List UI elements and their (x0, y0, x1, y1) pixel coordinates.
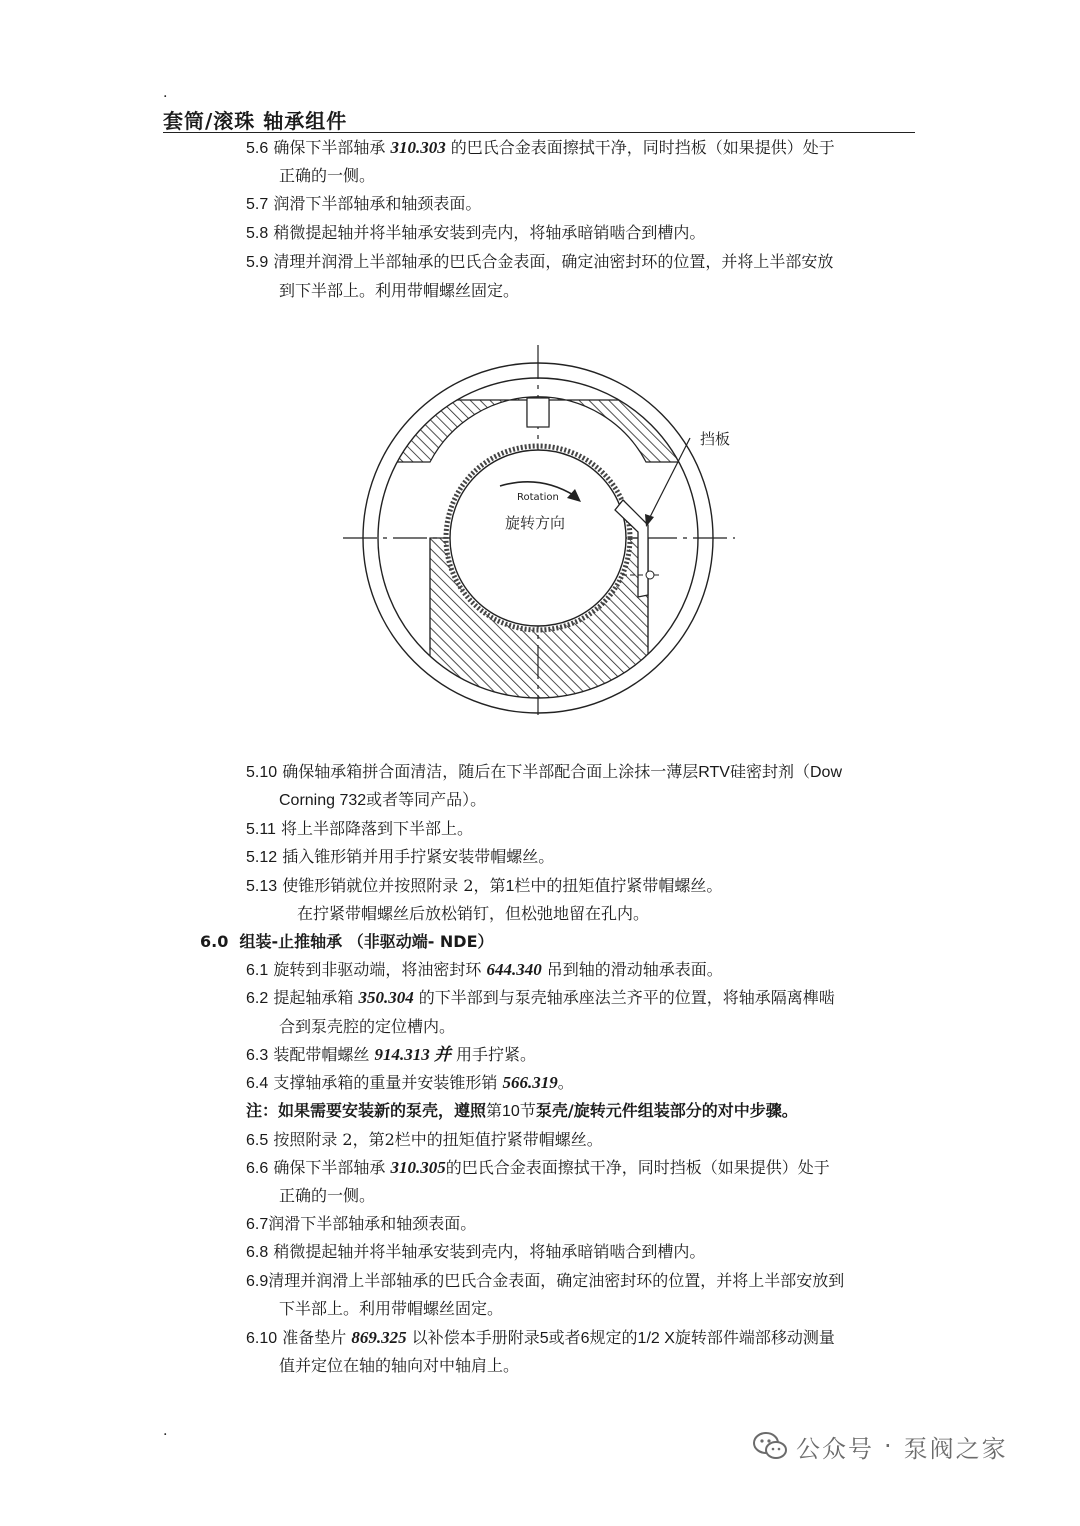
baffle-leader-arrowhead (645, 514, 654, 527)
wechat-icon (752, 1431, 788, 1461)
step-6-5: 6.5 按照附录 2，第2栏中的扭矩值拧紧带帽螺丝。 (246, 1130, 603, 1149)
step-6-8: 6.8 稍微提起轴并将半轴承安装到壳内，将轴承暗销啮合到槽内。 (246, 1242, 706, 1261)
watermark-separator: · (884, 1432, 894, 1460)
step-5-8: 5.8 稍微提起轴并将半轴承安装到壳内，将轴承暗销啮合到槽内。 (246, 223, 706, 242)
shaft-circle (450, 450, 626, 626)
bearing-figure (330, 335, 750, 725)
step-6-10-cont: 值并定位在轴的轴向对中轴肩上。 (279, 1356, 520, 1375)
step-5-6: 5.6 确保下半部轴承 310.303 的巴氏合金表面擦拭干净，同时挡板（如果提供）处于 (246, 138, 835, 157)
step-5-13-cont: 在拧紧带帽螺丝后放松销钉，但松弛地留在孔内。 (297, 904, 650, 923)
step-5-12: 5.12 插入锥形销并用手拧紧安装带帽螺丝。 (246, 847, 555, 866)
step-5-10: 5.10 确保轴承箱拼合面清洁，随后在下半部配合面上涂抹一薄层RTV硅密封剂（Dow (246, 762, 842, 781)
step-6-4: 6.4 支撑轴承箱的重量并安装锥形销 566.319。 (246, 1073, 574, 1092)
step-6-10: 6.10 准备垫片 869.325 以补偿本手册附录5或者6规定的1/2 X旋转部件端部移动测量 (246, 1328, 835, 1347)
baffle-label: 挡板 (700, 430, 731, 448)
step-6-9-cont: 下半部上。利用带帽螺丝固定。 (279, 1299, 504, 1318)
step-5-10-cont: Corning 732或者等同产品）。 (279, 790, 487, 809)
page-mark-top: . (163, 85, 168, 101)
note-line: 注：如果需要安装新的泵壳，遵照第10节泵壳/旋转元件组装部分的对中步骤。 (246, 1101, 798, 1120)
step-5-9: 5.9 清理并润滑上半部轴承的巴氏合金表面，确定油密封环的位置，并将上半部安放 (246, 252, 834, 271)
rotation-label-cn: 旋转方向 (505, 514, 566, 532)
step-5-13: 5.13 使锥形销就位并按照附录 2，第1栏中的扭矩值拧紧带帽螺丝。 (246, 876, 723, 895)
step-6-2: 6.2 提起轴承箱 350.304 的下半部到与泵壳轴承座法兰齐平的位置，将轴承隔离榫啮 (246, 988, 835, 1007)
watermark (752, 1428, 1008, 1464)
step-5-6-cont: 正确的一侧。 (279, 166, 376, 185)
step-6-6: 6.6 确保下半部轴承 310.305的巴氏合金表面擦拭干净，同时挡板（如果提供）处于 (246, 1158, 830, 1177)
step-6-2-cont: 合到泵壳腔的定位槽内。 (279, 1017, 456, 1036)
page-title: 套筒/滚珠 轴承组件 (163, 109, 348, 133)
step-5-7: 5.7 润滑下半部轴承和轴颈表面。 (246, 194, 482, 213)
step-5-9-cont: 到下半部上。利用带帽螺丝固定。 (279, 281, 520, 300)
step-6-9: 6.9清理并润滑上半部轴承的巴氏合金表面，确定油密封环的位置，并将上半部安放到 (246, 1271, 845, 1290)
step-6-7: 6.7润滑下半部轴承和轴颈表面。 (246, 1214, 477, 1233)
step-6-3: 6.3 装配带帽螺丝 914.313 并 用手拧紧。 (246, 1045, 537, 1064)
header-rule (163, 132, 915, 133)
rotation-label-en: Rotation (517, 492, 559, 503)
section-6-heading: 6.0 组装-止推轴承 （非驱动端- NDE） (200, 932, 494, 951)
step-6-6-cont: 正确的一侧。 (279, 1186, 376, 1205)
watermark-name: 泵阀之家 (903, 1434, 1008, 1463)
pin-hole (646, 571, 654, 579)
step-6-1: 6.1 旋转到非驱动端，将油密封环 644.340 吊到轴的滑动轴承表面。 (246, 960, 723, 979)
step-5-11: 5.11 将上半部降落到下半部上。 (246, 819, 474, 838)
page-mark-bottom: . (163, 1423, 168, 1439)
watermark-label: 公众号 (796, 1434, 874, 1463)
